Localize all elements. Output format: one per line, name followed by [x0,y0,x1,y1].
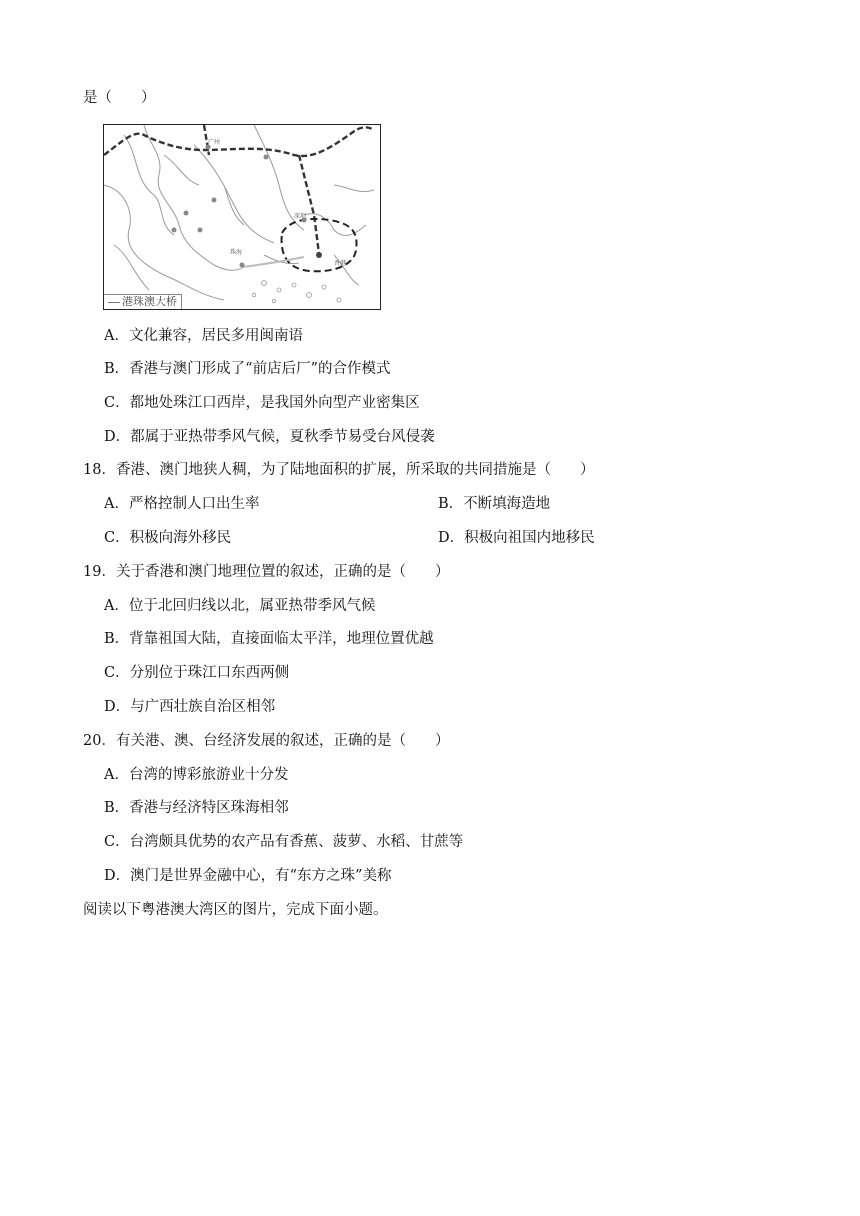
q19-option-c: C．分别位于珠江口东西两侧 [104,665,290,681]
q19-stem: 19．关于香港和澳门地理位置的叙述，正确的是（ ） [83,564,450,580]
q18-option-c: C．积极向海外移民 [104,530,232,546]
q19-option-a: A．位于北回归线以北，属亚热带季风气候 [104,598,376,614]
q20-option-b: B．香港与经济特区珠海相邻 [104,800,289,816]
label-guangzhou: 广州 [208,139,221,146]
q20-stem: 20．有关港、澳、台经济发展的叙述，正确的是（ ） [83,733,450,749]
q17-option-b: B．香港与澳门形成了“前店后厂”的合作模式 [104,361,391,377]
map-legend [104,294,182,309]
label-zhuhai: 珠海 [230,249,243,256]
q20-option-a: A．台湾的博彩旅游业十分发 [104,767,289,783]
label-hongkong: 香港 [334,260,347,267]
legend-label: 港珠澳大桥 [122,295,177,308]
pearl-river-delta-map [103,124,381,310]
q18-option-d: D．积极向祖国内地移民 [438,530,595,546]
q20-option-c: C．台湾颇具优势的农产品有香蕉、菠萝、水稻、甘蔗等 [104,834,464,850]
q18-stem: 18．香港、澳门地狭人稠，为了陆地面积的扩展，所采取的共同措施是（ ） [83,462,595,478]
q20-option-d: D．澳门是世界金融中心，有“东方之珠”美称 [104,868,392,884]
label-shenzhen: 深圳 [294,213,307,220]
map-drawing [104,125,380,309]
question-continuation: 是（ ） [83,90,156,106]
reading-prompt: 阅读以下粤港澳大湾区的图片，完成下面小题。 [83,902,388,918]
q19-option-b: B．背靠祖国大陆，直接面临太平洋，地理位置优越 [104,631,434,647]
q19-option-d: D．与广西壮族自治区相邻 [104,699,276,715]
q18-option-b: B．不断填海造地 [438,496,551,512]
q18-option-a: A．严格控制人口出生率 [104,496,260,512]
bridge-line-icon [108,302,120,303]
q17-option-d: D．都属于亚热带季风气候，夏秋季节易受台风侵袭 [104,429,435,445]
q17-option-a: A．文化兼容，居民多用闽南语 [104,328,303,344]
q17-option-c: C．都地处珠江口西岸，是我国外向型产业密集区 [104,395,420,411]
